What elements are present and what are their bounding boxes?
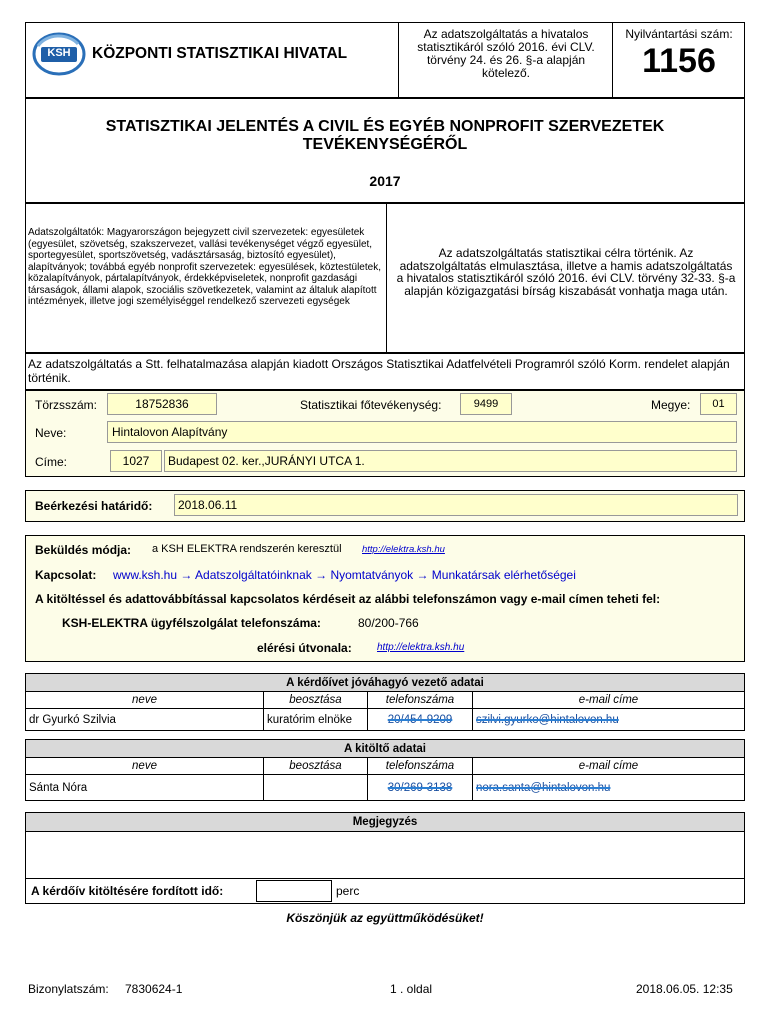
- filler-col-position: beosztása: [264, 758, 368, 775]
- megye-label: Megye:: [651, 398, 691, 412]
- report-title: STATISZTIKAI JELENTÉS A CIVIL ÉS EGYÉB NONPROFIT SZERVEZETEK TEVÉKENYSÉGÉRŐL: [105, 118, 665, 153]
- header-divider-1: [398, 22, 399, 98]
- filler-table: [25, 739, 745, 801]
- access-label: elérési útvonala:: [257, 641, 352, 655]
- torzsszam-field[interactable]: 18752836: [107, 393, 217, 415]
- deadline-label: Beérkezési határidő:: [35, 499, 153, 513]
- access-link[interactable]: http://elektra.ksh.hu: [377, 642, 465, 653]
- filler-col-phone: telefonszáma: [368, 758, 473, 775]
- mode-link[interactable]: http://elektra.ksh.hu: [362, 544, 445, 555]
- torzsszam-label: Törzsszám:: [35, 398, 98, 412]
- org-name: KÖZPONTI STATISZTIKAI HIVATAL: [92, 45, 348, 62]
- contact-path[interactable]: www.ksh.hu → Adatszolgáltatóinknak → Nyomtatványok → Munkatársak elérhetőségei: [113, 568, 576, 582]
- cime-label: Címe:: [35, 455, 68, 469]
- megye-field[interactable]: 01: [700, 393, 737, 415]
- mode-label: Beküldés módja:: [35, 543, 132, 557]
- time-label: A kérdőív kitöltésére fordított idő:: [31, 884, 224, 898]
- logo-text: KSH: [47, 47, 71, 59]
- footer-doc-number: 7830624-1: [125, 982, 183, 996]
- neve-field[interactable]: Hintalovon Alapítvány: [107, 421, 737, 443]
- approver-col-name: neve: [26, 692, 264, 709]
- irsz-field[interactable]: 1027: [110, 450, 162, 472]
- footer-timestamp: 2018.06.05. 12:35: [636, 982, 733, 996]
- approver-name[interactable]: dr Gyurkó Szilvia: [26, 709, 264, 731]
- thanks-text: Köszönjük az együttműködésüket!: [286, 911, 484, 925]
- reg-number: 1156: [642, 42, 716, 80]
- approver-col-email: e-mail címe: [473, 692, 745, 709]
- service-label: KSH-ELEKTRA ügyfélszolgálat telefonszáma:: [62, 616, 321, 630]
- footer-doc-label: Bizonylatszám:: [28, 982, 109, 996]
- approver-col-position: beosztása: [264, 692, 368, 709]
- service-phone: 80/200-766: [358, 616, 419, 630]
- contact-label: Kapcsolat:: [35, 568, 97, 582]
- footer-page: 1 . oldal: [390, 982, 433, 996]
- ksh-logo: [32, 32, 86, 76]
- providers-text: Adatszolgáltatók: Magyarországon bejegyzett civil szervezetek: egyesületek (egyesület, szövetség, szakszervezet, vallási tevékenységet végző egyesület, sportegyesület, sportszövetség, vadásztársaság, biztosító egyesület), alapítványok; továbbá egyéb nonprofit szervezetek: egyesülések, köztestületek, közalapítványok, pártalapítványok, érdekképviseletek, nonprofit gazdasági társaságok, állami alapok, szociális szövetkezetek, valamint az általuk alapított intézmények, illetve jogi személyiséggel rendelkező szervezeti egységek: [28, 227, 381, 307]
- filler-title: A kitöltő adatai: [26, 740, 745, 758]
- fotev-field[interactable]: 9499: [460, 393, 512, 415]
- program-text: Az adatszolgáltatás a Stt. felhatalmazása alapján kiadott Országos Statisztikai Adatfelvételi Programról szóló Korm. rendelet alapján történik.: [28, 357, 730, 385]
- cim-field[interactable]: Budapest 02. ker.,JURÁNYI UTCA 1.: [164, 450, 737, 472]
- filler-col-name: neve: [26, 758, 264, 775]
- report-year: 2017: [369, 173, 401, 189]
- filler-col-email: e-mail címe: [473, 758, 745, 775]
- time-field[interactable]: [256, 880, 332, 902]
- filler-email[interactable]: nora.santa@hintalovon.hu: [476, 781, 611, 794]
- filler-position[interactable]: [264, 775, 368, 801]
- time-unit: perc: [336, 884, 360, 898]
- deadline-field[interactable]: 2018.06.11: [174, 494, 738, 516]
- fotev-label: Statisztikai főtevékenység:: [300, 398, 442, 412]
- note-title: Megjegyzés: [25, 812, 745, 832]
- approver-table: [25, 673, 745, 731]
- approver-phone[interactable]: 20/454-9209: [387, 713, 453, 726]
- reg-number-label: Nyilvántartási szám:: [625, 27, 733, 41]
- question-line: A kitöltéssel és adattovábbítással kapcsolatos kérdéseit az alábbi telefonszámon vagy e-mail címen teheti fel:: [35, 592, 661, 606]
- approver-title: A kérdőívet jóváhagyó vezető adatai: [26, 674, 745, 692]
- note-field[interactable]: [25, 831, 745, 879]
- neve-label: Neve:: [35, 426, 67, 440]
- filler-name[interactable]: Sánta Nóra: [26, 775, 264, 801]
- approver-email[interactable]: szilvi.gyurko@hintalovon.hu: [476, 713, 619, 726]
- info-divider: [386, 203, 387, 353]
- approver-col-phone: telefonszáma: [368, 692, 473, 709]
- purpose-text: Az adatszolgáltatás statisztikai célra történik. Az adatszolgáltatás elmulasztása, illetve a hamis adatszolgáltatás a hivatalos statisztikáról szóló 2016. évi CLV. törvény 32-33. §-a alapján közigazgatási bírság kiszabását vonhatja maga után.: [396, 246, 736, 298]
- filler-phone[interactable]: 30/269-3138: [387, 781, 453, 794]
- mode-text: a KSH ELEKTRA rendszerén keresztül: [152, 543, 342, 555]
- legal-note: Az adatszolgáltatás a hivatalos statisztikáról szóló 2016. évi CLV. törvény 24. és 26. §-a alapján kötelező.: [417, 27, 595, 80]
- approver-position[interactable]: kuratórim elnöke: [264, 709, 368, 731]
